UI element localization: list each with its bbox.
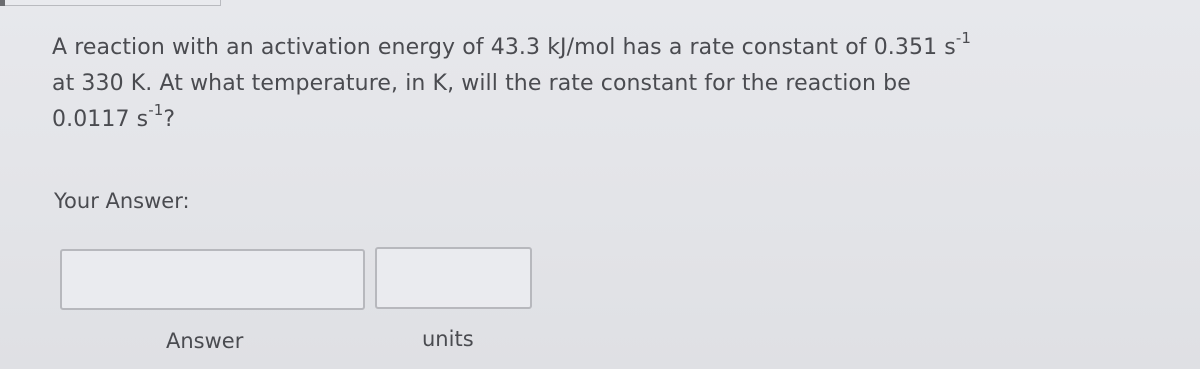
- question-line2: at 330 K. At what temperature, in K, will the rate constant for the reaction be: [52, 71, 911, 96]
- top-panel-edge: [0, 0, 221, 6]
- question-mark: ?: [163, 107, 176, 132]
- units-label: units: [422, 327, 474, 351]
- answer-label: Answer: [166, 329, 244, 353]
- question-line1: A reaction with an activation energy of 43.3 kJ/mol has a rate constant of 0.351 s: [52, 35, 956, 60]
- question-line3-exponent: -1: [148, 100, 164, 119]
- left-edge-mark: [0, 0, 5, 6]
- question-line3: 0.0117 s: [52, 107, 149, 132]
- your-answer-heading: Your Answer:: [54, 189, 190, 213]
- question-line1-exponent: -1: [955, 28, 972, 47]
- units-input[interactable]: [375, 247, 532, 309]
- answer-input[interactable]: [60, 249, 365, 310]
- question-text: [52, 30, 1152, 138]
